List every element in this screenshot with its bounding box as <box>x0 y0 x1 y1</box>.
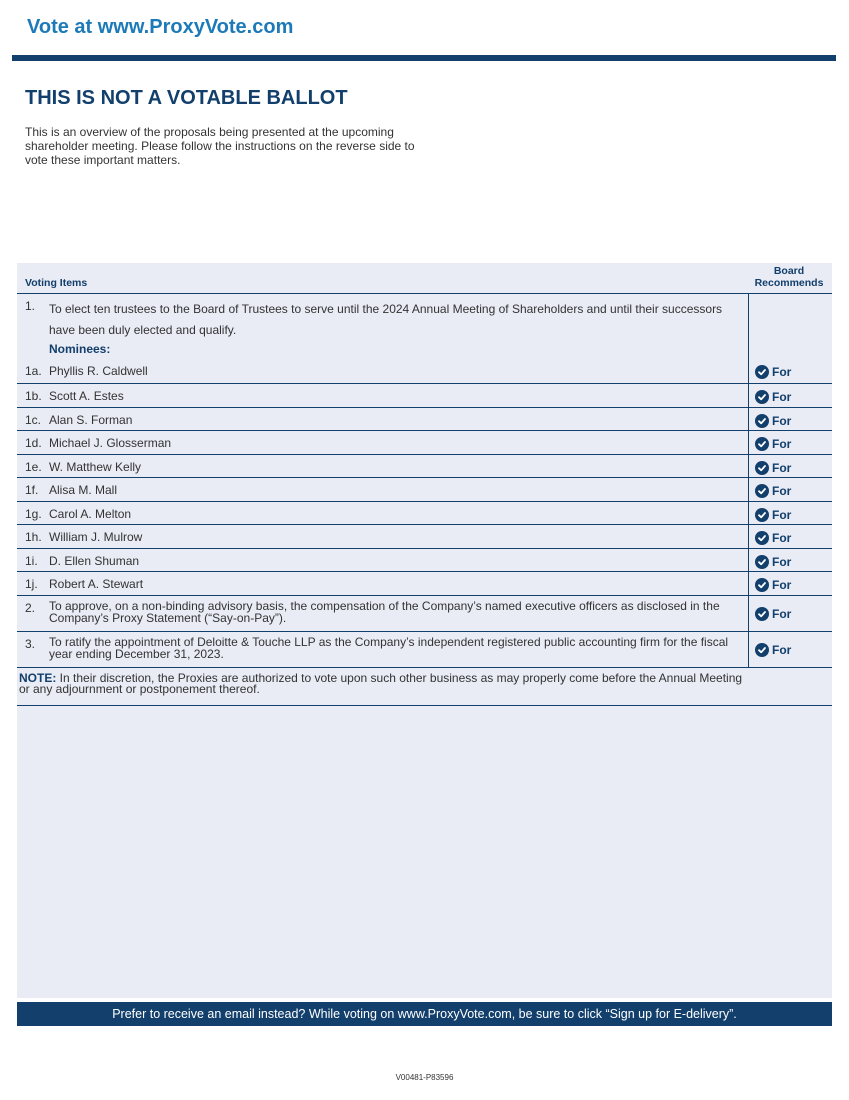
note-label: NOTE: <box>19 670 57 685</box>
proposal-2-row <box>17 596 832 632</box>
nominee-name: Robert A. Stewart <box>49 577 144 591</box>
document-code: V00481-P83596 <box>395 1073 454 1082</box>
check-circle-icon <box>755 461 769 475</box>
proposal-3-number: 3. <box>25 636 36 651</box>
proposal-1-row <box>17 294 832 384</box>
note-body: In their discretion, the Proxies are authorized to vote upon such other business as may properly come before the Annual Meeting or any adjournment or postponement thereof. <box>19 670 743 696</box>
rec-for: For <box>755 555 791 569</box>
rec-cell <box>748 408 832 432</box>
rec-cell <box>748 549 832 573</box>
proposal-2-text: To approve, on a non-binding advisory basis, the compensation of the Company’s named executive officers as disclosed in the Company’s Proxy Statement (“Say-on-Pay”). <box>49 598 720 625</box>
proposal-1-text: To elect ten trustees to the Board of Trustees to serve until the 2024 Annual Meeting of Shareholders and until their successors have been duly elected and qualify. <box>49 302 723 337</box>
rec-for: For <box>755 437 791 451</box>
nominee-1a-number: 1a. <box>25 364 42 378</box>
nominee-row: 1e. W. Matthew Kelly For <box>17 455 832 479</box>
voting-items-header: Voting Items <box>25 277 88 289</box>
check-circle-icon <box>755 365 769 379</box>
nominee-row: 1d. Michael J. Glosserman For <box>17 431 832 455</box>
rec-cell <box>748 572 832 596</box>
rec-cell <box>748 431 832 455</box>
proposal-2-number: 2. <box>25 600 36 615</box>
nominee-name: Alisa M. Mall <box>49 483 118 497</box>
nominee-name: Michael J. Glosserman <box>49 436 172 450</box>
rec-for: For <box>755 414 791 428</box>
nominee-row: 1f. Alisa M. Mall For <box>17 478 832 502</box>
note-text <box>19 670 745 696</box>
board-recommends-header <box>748 265 830 289</box>
nominee-name: Alan S. Forman <box>49 412 133 427</box>
nominee-name: William J. Mulrow <box>49 530 143 544</box>
nominee-row: 1i. D. Ellen Shuman For <box>17 549 832 573</box>
rec-cell <box>748 384 832 408</box>
nominee-name: W. Matthew Kelly <box>49 459 142 474</box>
nominee-1a-name: Phyllis R. Caldwell <box>49 364 148 378</box>
nominee-row: 1j. Robert A. Stewart For <box>17 572 832 596</box>
rec-cell <box>748 596 832 632</box>
check-circle-icon <box>755 508 769 522</box>
check-circle-icon <box>755 414 769 428</box>
check-circle-icon <box>755 531 769 545</box>
rec-for: For <box>755 508 791 522</box>
note-row <box>17 668 832 706</box>
rec-cell <box>748 525 832 549</box>
rec-for: For <box>755 607 791 621</box>
rec-cell <box>748 632 832 668</box>
nominee-name: D. Ellen Shuman <box>49 553 140 568</box>
check-circle-icon <box>755 484 769 498</box>
rec-for: For <box>755 484 791 498</box>
nominee-name: Scott A. Estes <box>49 389 124 403</box>
check-circle-icon <box>755 437 769 451</box>
rec-cell <box>748 502 832 526</box>
proposal-3-row <box>17 632 832 668</box>
rec-cell <box>748 294 832 384</box>
nominee-name: Carol A. Melton <box>49 506 132 521</box>
check-circle-icon <box>755 607 769 621</box>
check-circle-icon <box>755 390 769 404</box>
nominees-label: Nominees: <box>49 342 111 356</box>
check-circle-icon <box>755 643 769 657</box>
rec-for: For <box>755 365 791 379</box>
nominee-row: 1b. Scott A. Estes For <box>17 384 832 408</box>
rec-cell <box>748 455 832 479</box>
page-title: THIS IS NOT A VOTABLE BALLOT <box>25 87 348 109</box>
board-header-line1: Board <box>773 265 805 277</box>
nominee-row: 1c. Alan S. Forman For <box>17 408 832 432</box>
header-url: Vote at www.ProxyVote.com <box>27 16 294 38</box>
nominee-row: 1h. William J. Mulrow For <box>17 525 832 549</box>
voting-table <box>17 293 832 706</box>
header-divider <box>12 55 836 61</box>
check-circle-icon <box>755 555 769 569</box>
board-header-line2: Recommends <box>754 277 824 289</box>
rec-cell <box>748 478 832 502</box>
rec-for: For <box>755 390 791 404</box>
rec-for: For <box>755 531 791 545</box>
intro-text: This is an overview of the proposals being presented at the upcoming shareholder meeting. Please follow the instructions on the reverse side to vote these important matters. <box>25 125 415 167</box>
check-circle-icon <box>755 578 769 592</box>
e-delivery-banner: Prefer to receive an email instead? While voting on www.ProxyVote.com, be sure to click “Sign up for E-delivery”. <box>17 1002 832 1026</box>
nominee-row: 1g. Carol A. Melton For <box>17 502 832 526</box>
proposal-1-number: 1. <box>25 299 36 313</box>
proposal-3-text: To ratify the appointment of Deloitte & Touche LLP as the Company’s independent registered public accounting firm for the fiscal year ending December 31, 2023. <box>49 634 729 661</box>
rec-for: For <box>755 461 791 475</box>
rec-for: For <box>755 578 791 592</box>
rec-for: For <box>755 643 791 657</box>
